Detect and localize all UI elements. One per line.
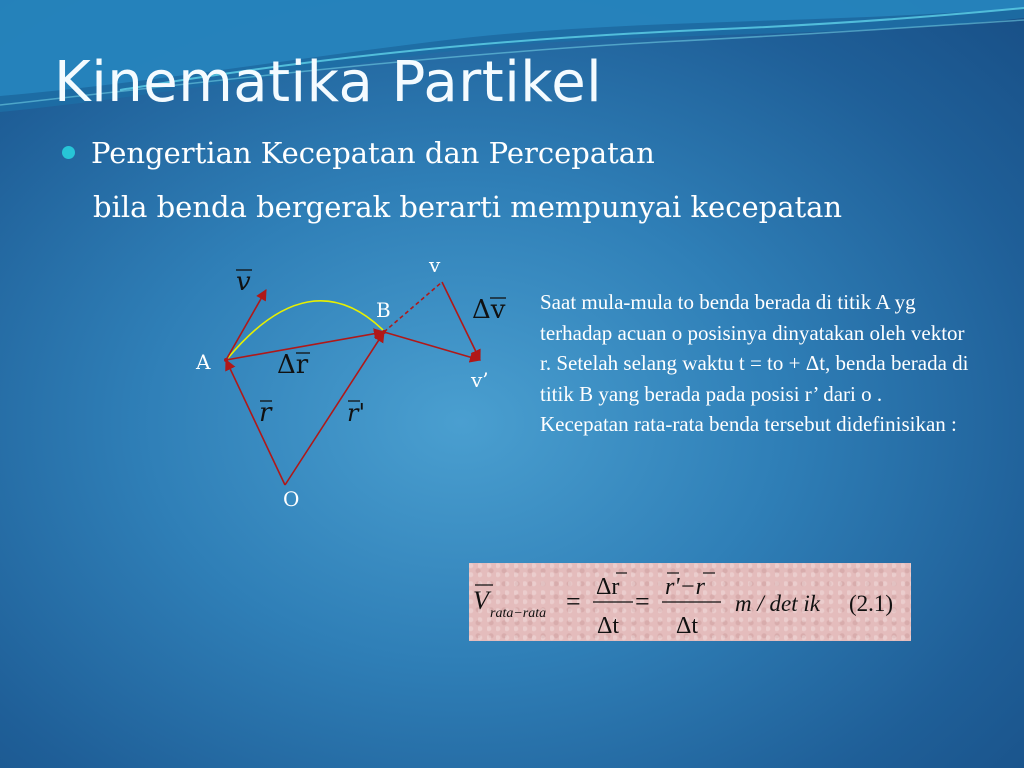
formula-unit: m / det ik [735, 591, 820, 616]
label-v-prime: v’ [471, 368, 489, 392]
formula-frac2-numerator: r'−r [665, 574, 706, 600]
formula-eq1: = [566, 587, 581, 616]
point-a-marker [224, 358, 228, 362]
point-b-marker [382, 330, 386, 334]
label-vec-delta-r: Δr [277, 350, 309, 380]
description-paragraph-2: Kecepatan rata-rata benda tersebut didefinisikan : [540, 412, 957, 436]
description-paragraph-1: Saat mula-mula to benda berada di titik A yg terhadap acuan o posisinya dinyatakan oleh vektor r. Setelah selang waktu t = to + Δt, benda berada di titik B yang berada pada posisi r’ dari o . [540, 290, 969, 406]
slide-title: Kinematika Partikel [54, 50, 603, 115]
label-v-top: v [429, 253, 441, 277]
formula-frac1-denominator: Δt [597, 613, 620, 639]
label-point-a: A [196, 350, 211, 374]
label-vec-delta-v: Δv [472, 295, 506, 325]
bullet-text: Pengertian Kecepatan dan Percepatan [91, 136, 655, 170]
formula-lhs: V [473, 586, 489, 615]
formula-eq2: = [635, 587, 650, 616]
description-text [540, 287, 970, 440]
bullet-dot-icon [62, 146, 75, 159]
formula-frac1-numerator: Δr [596, 574, 620, 600]
v-dashed-extension [384, 282, 442, 332]
formula-box [469, 563, 911, 641]
subtext: bila benda bergerak berarti mempunyai kecepatan [93, 190, 843, 224]
formula-lhs-subscript: rata−rata [490, 606, 547, 621]
label-vec-r: r [259, 398, 272, 428]
vector-v-prime-arrow [384, 332, 480, 360]
label-vec-r-prime: r' [347, 399, 366, 427]
label-origin: O [283, 487, 300, 511]
formula-frac2-denominator: Δt [676, 613, 699, 639]
velocity-formula [469, 563, 911, 641]
label-vec-v: v [236, 267, 251, 297]
label-point-b: B [376, 298, 391, 322]
formula-number: (2.1) [849, 591, 894, 616]
bullet-item [62, 136, 655, 170]
vector-diagram [180, 240, 520, 520]
